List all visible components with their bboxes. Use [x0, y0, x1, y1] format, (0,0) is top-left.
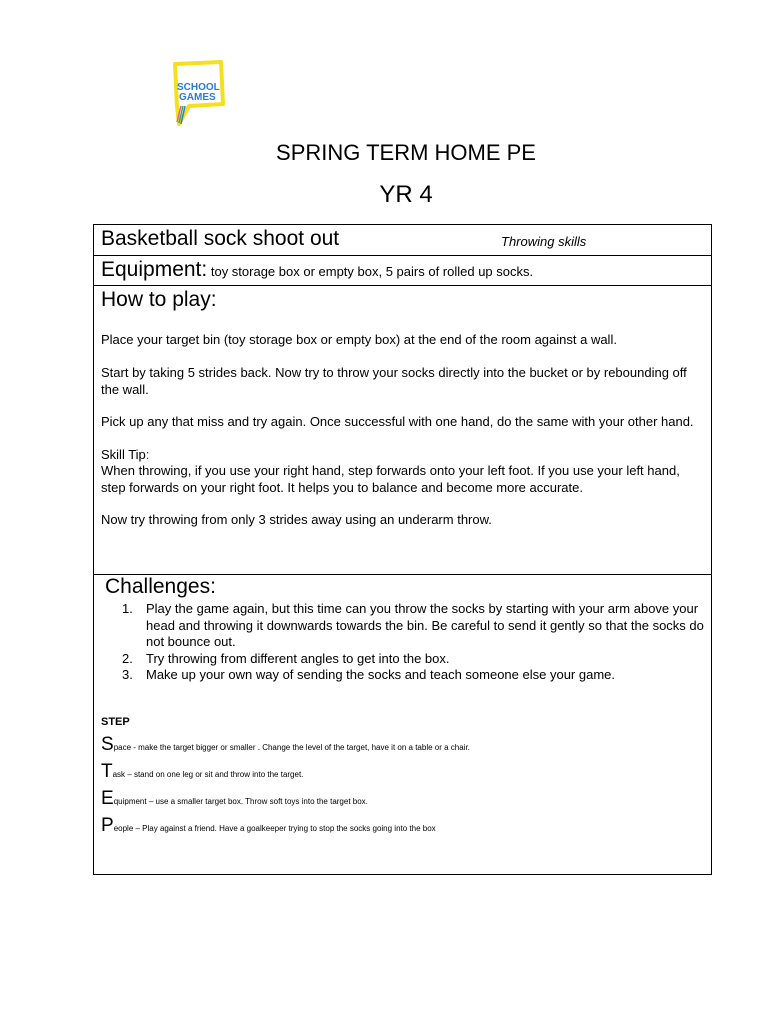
step-letter: P [101, 815, 114, 836]
challenges-list [122, 601, 707, 684]
equipment-line [101, 258, 533, 282]
instruction-1: Place your target bin (toy storage box or empty box) at the end of the room against a wall. [101, 332, 617, 347]
instruction-3: Pick up any that miss and try again. Once successful with one hand, do the same with your other hand. [101, 414, 694, 429]
list-text: Try throwing from different angles to get into the box. [146, 650, 450, 666]
step-item-people [101, 815, 436, 837]
activity-category: Throwing skills [501, 234, 587, 249]
logo-line1: SCHOOL [177, 82, 220, 93]
step-item-task [101, 761, 303, 783]
page-title: SPRING TERM HOME PE [276, 140, 536, 165]
equipment-text: toy storage box or empty box, 5 pairs of rolled up socks. [207, 264, 534, 279]
school-games-logo [169, 60, 225, 128]
list-item [122, 651, 707, 668]
list-number: 3. [122, 667, 133, 682]
year-group: YR 4 [379, 181, 433, 208]
list-text: Make up your own way of sending the socks and teach someone else your game. [146, 667, 615, 682]
logo-line2: GAMES [179, 92, 216, 103]
instruction-2: Start by taking 5 strides back. Now try to throw your socks directly into the bucket or by rebounding off the wall. [101, 365, 687, 397]
list-number: 2. [122, 650, 133, 666]
list-item [122, 667, 707, 684]
equipment-label: Equipment: [101, 258, 208, 281]
step-text: quipment – use a smaller target box. Throw soft toys into the target box. [113, 797, 368, 806]
skill-tip-label-line [101, 446, 701, 463]
step-text: eople – Play against a friend. Have a goalkeeper trying to stop the socks going into the box [113, 824, 436, 833]
equipment-row [94, 255, 711, 286]
skill-tip-colon: : [145, 447, 150, 462]
list-item [122, 601, 707, 651]
challenges-title: Challenges: [105, 575, 216, 598]
skill-tip-label: Skill Tip [101, 447, 146, 462]
step-text: ask – stand on one leg or sit and throw into the target. [112, 770, 304, 779]
challenges-section [94, 574, 711, 874]
skill-tip-text: When throwing, if you use your right hand, step forwards onto your left foot. If you use your left hand, step forwards on your right foot. It helps you to balance and become more accurate. [101, 463, 680, 495]
instruction-4: Now try throwing from only 3 strides away using an underarm throw. [101, 512, 492, 527]
step-text: pace - make the target bigger or smaller . Change the level of the target, have it on a table or a chair. [113, 743, 470, 752]
how-to-play-section [94, 285, 711, 575]
activity-name: Basketball sock shoot out [101, 227, 340, 250]
list-number: 1. [122, 601, 133, 616]
how-to-play-title: How to play: [101, 288, 217, 311]
activity-row [94, 225, 711, 256]
step-item-space [101, 734, 470, 756]
step-letter: E [101, 788, 114, 809]
step-letter: T [101, 761, 113, 782]
step-title: STEP [101, 716, 130, 728]
step-item-equipment [101, 788, 368, 810]
list-text: Play the game again, but this time can you throw the socks by starting with your arm above your head and throwing it downwards towards the bin. Be careful to send it gently so that the socks do not bounce out. [146, 601, 704, 649]
step-letter: S [101, 734, 114, 755]
activity-card [93, 224, 712, 875]
